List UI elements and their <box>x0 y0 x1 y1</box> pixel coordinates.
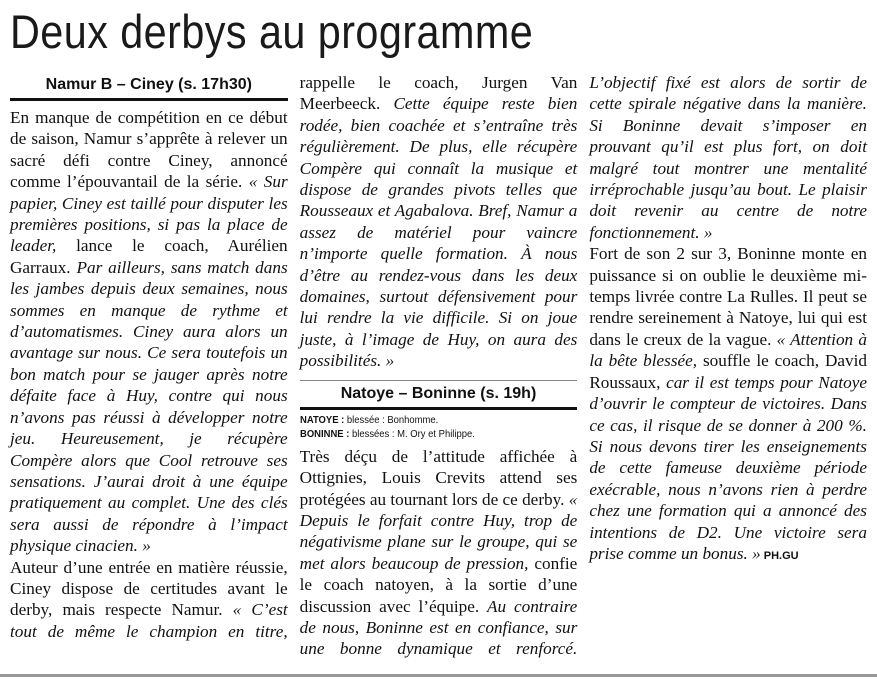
match2-header <box>300 380 578 441</box>
quote-run: Cette équipe reste bien rodée, bien coachée et s’entraîne très régulièrement. De plus, elle récupère Compère qui connaît la musique et dispose de grandes pivots telles que Rousseaux et Agabalova. Bref, Namur a assez de matériel pour vaincre n’importe quelle formation. À nous d’être au rendez-vous dans les deux domaines, surtout défensivement pour lui rendre la vie difficile. Si on joue juste, à l’image de Huy, on aura des possibilités. » <box>299 94 578 371</box>
quote-run: « Attention à la bête blessée, <box>589 329 867 371</box>
match1-title: Namur B – Ciney (s. 17h30) <box>10 72 288 101</box>
text-run: En manque de compétition en ce début de saison, Namur s’apprête à relever un sacré défi contre Ciney, annoncé comme l’épouvantail de la série. <box>10 108 288 192</box>
text-run: Fort de son 2 sur 3, Boninne monte en puissance si on oublie le deuxième mi-temps livrée contre La Rulles. Il peut se rendre sereinement à Natoye, lui qui est dans le creux de la vague. <box>589 244 867 349</box>
text-run: Auteur d’une entrée en matière réussie, Ciney dispose de certitudes avant le derby, mais respecte Namur. <box>10 557 288 620</box>
status-line-boninne: BONINNE : blessées : M. Ory et Philippe. <box>299 427 475 440</box>
status-line-natoye: NATOYE : blessée : Bonhomme. <box>299 413 438 426</box>
text-run: confie le coach natoyen, à la sortie d’une discussion avec l’équipe. <box>299 553 578 616</box>
text-run: souffle le coach, David Roussaux, <box>589 351 867 392</box>
text-run: rappelle le coach, Jurgen Van Meerbeeck. <box>299 73 578 114</box>
author-signature: PH.GU <box>760 549 799 562</box>
quote-run: car il est temps pour Natoye d’ouvrir le compteur de victoires. Dans ce cas, il risque de se donner à 200 %. Si nous devons tirer les enseignements de cette fameuse deuxième période exécrable, nous n’avons rien à perdre chez une formation qui a annoncé des intentions de D2. Une victoire sera prise comme un bonus. » <box>589 372 867 563</box>
quote-run: Au contraire de nous, Boninne est en confiance, sur une bonne dynamique et renforcé. L’objectif fixé est alors de sortir de cette spirale négative dans la manière. Si Boninne devait s’imposer en prouvant qu’il est plus fort, on doit malgré tout montrer une mentalité irréprochable jusqu’au bout. Le plaisir doit revenir au centre de notre fonctionnement. » <box>299 73 867 659</box>
quote-run: « C’est tout de même le champion en titre, <box>10 600 288 641</box>
quote-run: « Sur papier, Ciney est taillé pour disputer les premières positions, si pas la place de leader, <box>10 172 288 256</box>
team-name: BONINNE : <box>299 427 350 440</box>
match2-title: Natoye – Boninne (s. 19h) <box>300 380 578 410</box>
text-run: lance le coach, Aurélien Garraux. <box>10 236 288 277</box>
headline: Deux derbys au programme <box>10 5 534 58</box>
match1-paragraph-1 <box>10 107 288 557</box>
article-flow <box>10 72 867 662</box>
quote-run: Par ailleurs, sans match dans les jambes depuis deux semaines, nous sommes en manque de rythme et d’automatismes. Ciney aura alors un avantage sur nous. Ce sera toutefois un bon match pour se jauger après notre défaite face à Huy, contre qui nous n’avons pas réussi à développer notre jeu. Heureusement, je récupère Compère alors que Cool retrouve ses sensations. J’aurai droit à une équipe pratiquement au complet. Une des clés sera aussi de répondre à l’impact physique cinacien. » <box>10 257 288 556</box>
match2-paragraph-2 <box>589 243 867 567</box>
match2-status <box>300 413 550 441</box>
quote-run: « Depuis le forfait contre Huy, trop de négativisme plane sur le groupe, qui se met alors beaucoup de pression, <box>299 489 578 573</box>
bottom-rule <box>0 674 877 677</box>
text-run: Très déçu de l’attitude affichée à Ottignies, Louis Crevits attend ses protégées au tournant lors de ce derby. <box>299 446 578 509</box>
team-name: NATOYE : <box>299 413 344 426</box>
